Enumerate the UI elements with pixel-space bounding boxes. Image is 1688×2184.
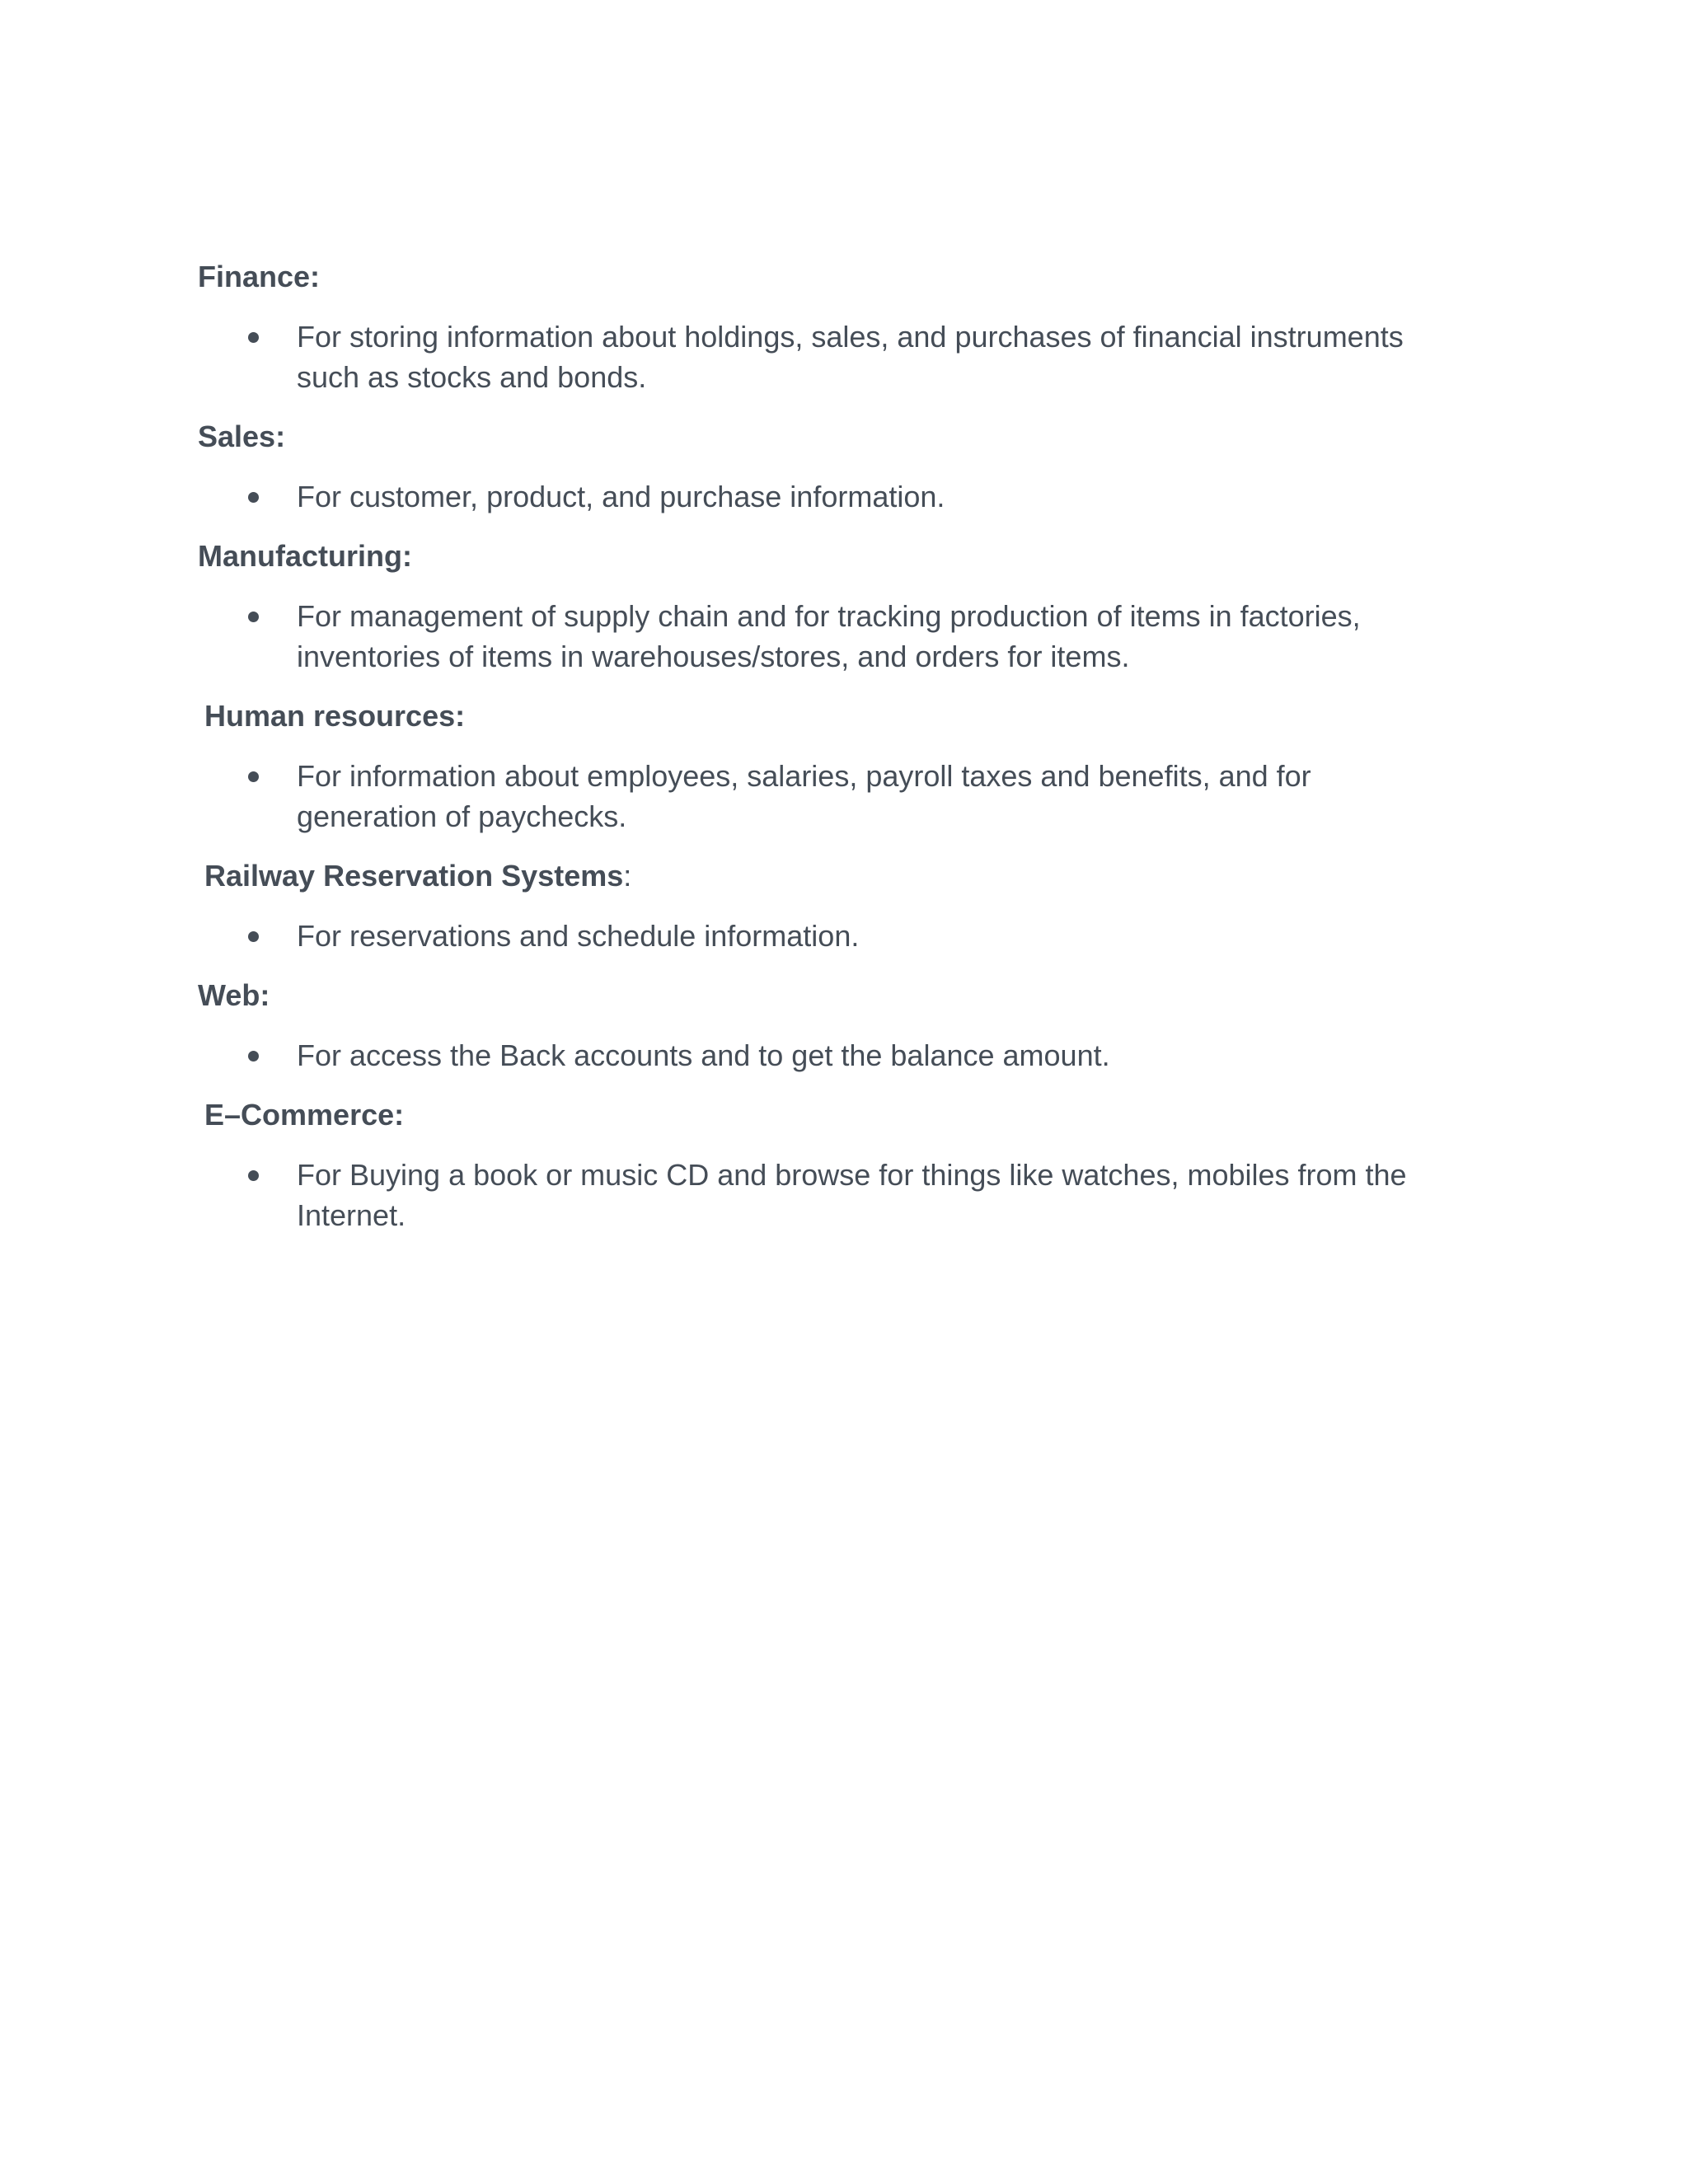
bullet-icon: [248, 931, 259, 942]
bullet-icon: [248, 612, 259, 622]
section-heading-e-commerce: [198, 1094, 1451, 1137]
bullet-text: For information about employees, salaries, payroll taxes and benefits, and for generation of paychecks.: [297, 759, 1311, 833]
section-finance: [198, 255, 1451, 397]
bullet-list: [198, 1035, 1451, 1076]
heading-suffix: :: [623, 859, 632, 893]
heading-text: E–Commerce:: [204, 1098, 405, 1132]
section-heading-finance: [198, 255, 1451, 298]
bullet-icon: [248, 492, 259, 503]
heading-text: Human resources:: [204, 699, 466, 733]
bullet-text: For Buying a book or music CD and browse for things like watches, mobiles from the Internet.: [297, 1158, 1407, 1232]
section-heading-railway-reservation: [198, 855, 1451, 898]
bullet-text: For access the Back accounts and to get the balance amount.: [297, 1038, 1110, 1072]
section-human-resources: [198, 695, 1451, 837]
heading-text: Sales:: [198, 419, 286, 453]
section-web: [198, 974, 1451, 1076]
bullet-list: [198, 916, 1451, 956]
bullet-item: [198, 756, 1451, 837]
bullet-list: [198, 756, 1451, 837]
section-railway-reservation: [198, 855, 1451, 956]
bullet-item: [198, 316, 1451, 397]
bullet-text: For reservations and schedule information.: [297, 919, 860, 953]
document-content: [198, 255, 1451, 1254]
section-heading-sales: [198, 415, 1451, 458]
bullet-text: For management of supply chain and for tracking production of items in factories, inventories of items in warehouses/stores, and orders for items.: [297, 599, 1361, 673]
heading-text: Finance:: [198, 260, 321, 293]
bullet-icon: [248, 332, 259, 343]
section-e-commerce: [198, 1094, 1451, 1235]
bullet-text: For storing information about holdings, sales, and purchases of financial instruments such as stocks and bonds.: [297, 320, 1404, 394]
section-heading-manufacturing: [198, 535, 1451, 578]
section-manufacturing: [198, 535, 1451, 677]
bullet-icon: [248, 1170, 259, 1181]
bullet-item: [198, 1155, 1451, 1235]
bullet-item: [198, 596, 1451, 677]
section-sales: [198, 415, 1451, 517]
section-heading-web: [198, 974, 1451, 1017]
bullet-item: [198, 916, 1451, 956]
section-heading-human-resources: [198, 695, 1451, 738]
bullet-item: [198, 476, 1451, 517]
bullet-icon: [248, 1051, 259, 1062]
bullet-item: [198, 1035, 1451, 1076]
bullet-list: [198, 1155, 1451, 1235]
bullet-text: For customer, product, and purchase information.: [297, 480, 945, 513]
bullet-list: [198, 476, 1451, 517]
bullet-icon: [248, 771, 259, 782]
bullet-list: [198, 596, 1451, 677]
heading-text: Railway Reservation Systems: [204, 859, 624, 893]
bullet-list: [198, 316, 1451, 397]
heading-text: Manufacturing:: [198, 539, 412, 573]
heading-text: Web:: [198, 978, 270, 1012]
